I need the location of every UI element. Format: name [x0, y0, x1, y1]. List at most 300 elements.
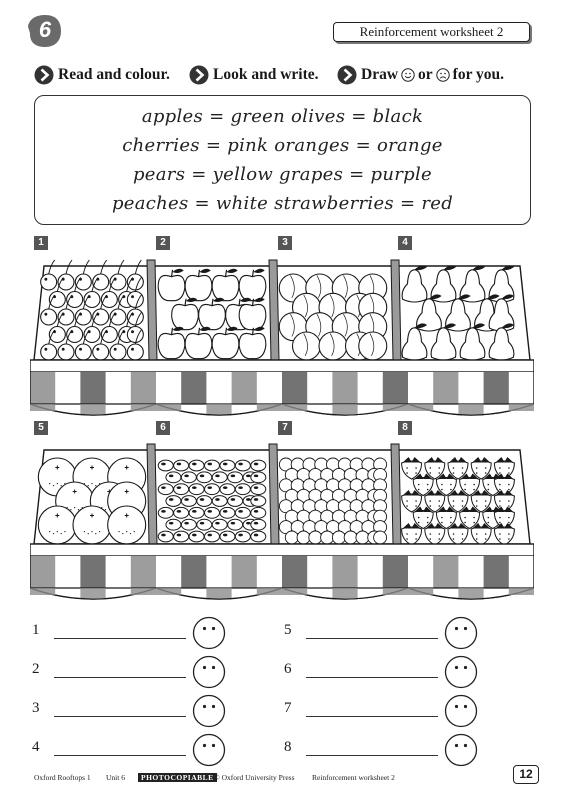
olive-shine — [192, 510, 197, 513]
strawberry-seed — [476, 472, 478, 474]
cherries-fruit — [41, 344, 57, 360]
olive-shine — [200, 474, 205, 477]
answer-row — [284, 733, 484, 767]
scallop-stripe — [282, 404, 307, 411]
awning-stripe — [232, 556, 257, 588]
awning-stripe — [433, 556, 458, 588]
apples-fruit — [185, 275, 212, 300]
olive-shine — [161, 463, 166, 466]
strawberry-seed — [453, 472, 455, 474]
grapes-pile — [279, 458, 386, 544]
olives-fruit — [174, 531, 189, 542]
answer-number: 2 — [32, 661, 40, 677]
orange-dimple — [49, 531, 50, 532]
olive-shine — [246, 522, 251, 525]
strawberry-seed — [499, 522, 501, 524]
apples-fruit — [199, 304, 226, 329]
answer-row — [32, 616, 232, 650]
apples-fruit — [212, 275, 239, 300]
olives-fruit — [235, 460, 250, 471]
orange-dimple — [95, 485, 96, 486]
strawberry-seed — [508, 517, 510, 519]
scallop-stripe — [80, 588, 105, 598]
unit-badge — [28, 14, 62, 48]
worksheet-title: Reinforcement worksheet 2 — [333, 22, 530, 42]
olives-fruit — [212, 519, 227, 530]
strawberry-seed — [499, 500, 501, 502]
instruction-draw — [337, 63, 504, 87]
strawberry-seed — [430, 505, 432, 507]
stall-number-tag: 3 — [278, 236, 292, 250]
olive-shine — [238, 534, 243, 537]
olive-shine — [208, 534, 213, 537]
strawberry-seed — [430, 533, 432, 535]
answer-number: 5 — [284, 622, 292, 638]
olive-shine — [254, 486, 258, 489]
cherry-shine — [96, 348, 99, 351]
orange-dimple — [57, 483, 58, 484]
apples-fruit — [239, 333, 266, 358]
strawberry-seed — [499, 467, 501, 469]
strawberry-seed — [415, 467, 417, 469]
instruction-read-text: Read and colour. — [58, 66, 170, 83]
answer-line[interactable] — [54, 716, 186, 717]
peaches-fruit — [293, 332, 321, 360]
strawberry-seed — [415, 472, 417, 474]
strawberry-seed — [485, 533, 487, 535]
strawberry-seed — [406, 467, 408, 469]
scallop-stripe — [408, 404, 433, 411]
olives-fruit — [189, 507, 204, 518]
olive-shine — [208, 463, 213, 466]
cherry-shine — [44, 278, 47, 281]
olive-shine — [161, 534, 166, 537]
instruction-draw-suffix: for you. — [452, 66, 505, 83]
orange-dimple — [130, 533, 131, 534]
strawberry-seed — [450, 517, 452, 519]
scallop-stripe — [458, 404, 483, 414]
strawberry-seed — [406, 472, 408, 474]
olive-shine — [200, 498, 205, 501]
olive-shine — [223, 463, 228, 466]
colour-key-line: cherries = pink oranges = orange — [122, 135, 443, 156]
strawberry-seed — [508, 505, 510, 507]
instruction-look-text: Look and write. — [213, 66, 319, 83]
orange-dimple — [49, 483, 50, 484]
answer-number: 8 — [284, 739, 292, 755]
apples-fruit — [239, 275, 266, 300]
olives-fruit — [197, 519, 212, 530]
olive-shine — [200, 522, 205, 525]
olive-shine — [177, 463, 182, 466]
olives-fruit — [158, 531, 173, 542]
scallop-stripe — [30, 588, 55, 595]
scallop-stripe — [383, 404, 408, 411]
cherry-shine — [114, 348, 117, 351]
cherries-fruit — [127, 327, 143, 343]
scallop-stripe — [257, 404, 282, 411]
fruit-stall-top — [30, 252, 534, 417]
olives-fruit — [197, 472, 212, 483]
scallop-stripe — [408, 588, 433, 595]
olives-fruit — [228, 519, 243, 530]
orange-dimple — [84, 531, 85, 532]
strawberry-seed — [439, 505, 441, 507]
olives-fruit — [251, 460, 266, 471]
olive-shine — [231, 498, 236, 501]
strawberry-seed — [499, 489, 501, 491]
strawberry-seed — [415, 538, 417, 540]
olives-fruit — [158, 507, 173, 518]
olives-fruit — [220, 507, 235, 518]
apples-fruit — [158, 333, 185, 358]
strawberry-seed — [430, 538, 432, 540]
orange-dimple — [91, 531, 92, 532]
strawberries-pile — [402, 457, 515, 545]
orange-dimple — [99, 531, 100, 532]
answer-row — [284, 616, 484, 650]
strawberry-seed — [406, 500, 408, 502]
smiley-face-icon — [401, 68, 415, 82]
strawberry-seed — [488, 484, 490, 486]
strawberry-seed — [499, 517, 501, 519]
strawberry-seed — [508, 467, 510, 469]
strawberry-seed — [476, 500, 478, 502]
awning-stripe — [30, 372, 55, 404]
answer-number: 4 — [32, 739, 40, 755]
stall-divider — [269, 260, 279, 360]
strawberry-seed — [439, 500, 441, 502]
grapes-fruit — [344, 531, 357, 544]
strawberry-seed — [439, 538, 441, 540]
olive-shine — [231, 474, 236, 477]
strawberry-seed — [462, 500, 464, 502]
strawberry-seed — [508, 472, 510, 474]
strawberry-seed — [418, 522, 420, 524]
olives-fruit — [251, 496, 266, 507]
orange-dimple — [53, 485, 54, 486]
orange-dimple — [61, 485, 62, 486]
olive-shine — [254, 522, 258, 525]
olive-shine — [169, 474, 174, 477]
grapes-fruit — [356, 531, 369, 544]
olives-fruit — [174, 460, 189, 471]
scallop-stripe — [206, 404, 231, 414]
chevron-right-circle-icon — [189, 65, 209, 85]
grapes-fruit — [321, 531, 334, 544]
stall-divider — [147, 444, 157, 544]
strawberry-seed — [488, 522, 490, 524]
strawberry-seed — [453, 467, 455, 469]
apples-fruit — [239, 304, 266, 329]
olive-shine — [246, 474, 251, 477]
olive-shine — [184, 522, 189, 525]
answer-number: 6 — [284, 661, 292, 677]
olives-fruit — [205, 460, 220, 471]
answer-line[interactable] — [306, 677, 438, 678]
awning-stripe — [383, 372, 408, 404]
apples-pile — [158, 269, 266, 359]
strawberry-seed — [441, 517, 443, 519]
awning-stripe — [30, 556, 55, 588]
strawberry-seed — [473, 489, 475, 491]
strawberry-seed — [430, 467, 432, 469]
olive-shine — [223, 486, 228, 489]
awning-stripe — [484, 556, 509, 588]
answer-line[interactable] — [54, 755, 186, 756]
orange-dimple — [105, 509, 106, 510]
strawberry-seed — [450, 484, 452, 486]
olive-shine — [192, 534, 197, 537]
scallop-stripe — [156, 588, 181, 595]
olives-fruit — [189, 484, 204, 495]
olive-shine — [169, 522, 174, 525]
strawberry-seed — [476, 533, 478, 535]
strawberry-seed — [462, 472, 464, 474]
olives-fruit — [220, 531, 235, 542]
answer-row — [32, 694, 232, 728]
stall-number-tag: 6 — [156, 421, 170, 435]
strawberry-seed — [476, 505, 478, 507]
orange-dimple — [74, 507, 75, 508]
strawberry-seed — [473, 517, 475, 519]
chevron-right-circle-icon — [337, 65, 357, 85]
sad-face-icon — [436, 68, 450, 82]
awning-stripe — [131, 556, 156, 588]
orange-dimple — [95, 533, 96, 534]
strawberry-seed — [462, 505, 464, 507]
blank-face-icon[interactable] — [192, 733, 226, 767]
strawberry-seed — [488, 489, 490, 491]
answer-line[interactable] — [306, 638, 438, 639]
awning-stripe — [80, 556, 105, 588]
olive-shine — [246, 498, 251, 501]
peaches-pile — [279, 274, 387, 360]
orange-dimple — [88, 533, 89, 534]
cherries-fruit — [58, 344, 74, 360]
olives-fruit — [228, 472, 243, 483]
olive-shine — [208, 486, 213, 489]
answer-line[interactable] — [306, 716, 438, 717]
awning-stripe — [332, 372, 357, 404]
olives-fruit — [189, 531, 204, 542]
answer-row — [32, 655, 232, 689]
strawberry-seed — [406, 505, 408, 507]
scallop-stripe — [332, 588, 357, 598]
awning-stripe — [383, 556, 408, 588]
answer-line[interactable] — [306, 755, 438, 756]
stall-divider — [391, 444, 401, 544]
strawberry-seed — [427, 517, 429, 519]
olives-fruit — [251, 531, 266, 542]
strawberry-seed — [485, 538, 487, 540]
oranges-fruit — [38, 506, 76, 544]
olives-fruit — [181, 472, 196, 483]
olive-shine — [177, 510, 182, 513]
olives-fruit — [251, 484, 266, 495]
apples-fruit — [212, 333, 239, 358]
answer-row — [284, 655, 484, 689]
photocopiable-badge: PHOTOCOPIABLE — [138, 773, 217, 782]
strawberry-seed — [430, 472, 432, 474]
olives-fruit — [174, 507, 189, 518]
strawberry-seed — [488, 517, 490, 519]
instruction-draw-or: or — [418, 66, 433, 83]
oranges-fruit — [108, 506, 146, 544]
scallop-stripe — [131, 404, 156, 411]
cherry-shine — [131, 330, 134, 333]
scallop-stripe — [131, 588, 156, 595]
orange-dimple — [91, 483, 92, 484]
olive-shine — [192, 486, 197, 489]
olive-shine — [215, 498, 220, 501]
colour-key-line: pears = yellow grapes = purple — [132, 164, 433, 185]
cherries-fruit — [75, 344, 91, 360]
strawberry-seed — [453, 533, 455, 535]
blank-face-icon[interactable] — [444, 655, 478, 689]
strawberry-seed — [508, 484, 510, 486]
strawberry-seed — [485, 467, 487, 469]
stall-number-tag: 1 — [34, 236, 48, 250]
peaches-fruit — [319, 332, 347, 360]
chevron-right-circle-icon — [34, 65, 54, 85]
olive-shine — [215, 474, 220, 477]
olive-shine — [184, 474, 189, 477]
stall-table-edge — [30, 360, 534, 372]
olive-shine — [184, 498, 189, 501]
olives-fruit — [251, 472, 266, 483]
orange-dimple — [53, 533, 54, 534]
apples-fruit — [185, 333, 212, 358]
scallop-stripe — [332, 404, 357, 414]
strawberry-seed — [406, 538, 408, 540]
strawberry-seed — [499, 533, 501, 535]
orange-dimple — [64, 531, 65, 532]
grapes-fruit — [309, 531, 322, 544]
blank-face-icon[interactable] — [444, 616, 478, 650]
awning-stripe — [282, 556, 307, 588]
footer-worksheet: Reinforcement worksheet 2 — [312, 773, 395, 782]
olive-shine — [238, 510, 243, 513]
blank-face-icon[interactable] — [192, 616, 226, 650]
strawberry-seed — [415, 500, 417, 502]
instruction-read — [34, 63, 170, 87]
olive-shine — [231, 522, 236, 525]
strawberry-seed — [508, 533, 510, 535]
footer-publisher: © Oxford University Press — [214, 773, 295, 782]
strawberry-seed — [485, 500, 487, 502]
stall-number-tag: 5 — [34, 421, 48, 435]
cherries-fruit — [110, 344, 126, 360]
olives-fruit — [181, 496, 196, 507]
strawberry-seed — [441, 484, 443, 486]
answer-line[interactable] — [54, 677, 186, 678]
scallop-stripe — [458, 588, 483, 598]
answer-row — [32, 733, 232, 767]
grapes-fruit — [285, 531, 298, 544]
instructions-bar — [34, 63, 534, 87]
strawberry-seed — [508, 489, 510, 491]
strawberry-seed — [485, 472, 487, 474]
strawberry-seed — [508, 522, 510, 524]
olive-shine — [208, 510, 213, 513]
stall-number-tag: 4 — [398, 236, 412, 250]
strawberry-seed — [462, 467, 464, 469]
strawberry-seed — [439, 467, 441, 469]
answer-line[interactable] — [54, 638, 186, 639]
olives-fruit — [251, 507, 266, 518]
awning-stripe — [181, 556, 206, 588]
strawberry-seed — [462, 533, 464, 535]
strawberry-seed — [464, 517, 466, 519]
olives-fruit — [235, 507, 250, 518]
peaches-fruit — [359, 332, 387, 360]
olives-fruit — [205, 507, 220, 518]
stall-number-tag: 2 — [156, 236, 170, 250]
page-number: 12 — [513, 765, 539, 784]
strawberry-seed — [453, 500, 455, 502]
answer-row — [284, 694, 484, 728]
scallop-stripe — [30, 404, 55, 411]
olive-shine — [254, 474, 258, 477]
strawberry-seed — [450, 522, 452, 524]
olives-fruit — [228, 496, 243, 507]
orange-dimple — [61, 533, 62, 534]
awning-stripe — [282, 372, 307, 404]
strawberry-seed — [441, 489, 443, 491]
strawberry-seed — [453, 505, 455, 507]
scallop-stripe — [509, 404, 534, 411]
olives-fruit — [158, 484, 173, 495]
blank-face-icon[interactable] — [192, 655, 226, 689]
stall-number-tag: 8 — [398, 421, 412, 435]
blank-face-icon[interactable] — [444, 733, 478, 767]
instruction-draw-prefix: Draw — [361, 66, 399, 83]
stall-number-tag: 7 — [278, 421, 292, 435]
grapes-fruit — [332, 531, 345, 544]
orange-dimple — [126, 531, 127, 532]
cherries-fruit — [93, 344, 109, 360]
apples-fruit — [158, 275, 185, 300]
orange-dimple — [122, 533, 123, 534]
blank-face-icon[interactable] — [444, 694, 478, 728]
olives-fruit — [166, 496, 181, 507]
cherries-fruit — [127, 292, 143, 308]
blank-face-icon[interactable] — [192, 694, 226, 728]
scallop-stripe — [282, 588, 307, 595]
scallop-stripe — [257, 588, 282, 595]
olives-fruit — [181, 519, 196, 530]
cherries-fruit — [41, 274, 57, 290]
orange-dimple — [70, 509, 71, 510]
strawberry-seed — [473, 484, 475, 486]
scallop-stripe — [509, 588, 534, 595]
olives-fruit — [205, 484, 220, 495]
oranges-fruit — [73, 506, 111, 544]
orange-dimple — [134, 531, 135, 532]
stall-divider — [269, 444, 279, 544]
strawberry-seed — [499, 484, 501, 486]
scallop-stripe — [80, 404, 105, 414]
strawberry-seed — [473, 522, 475, 524]
orange-dimple — [78, 509, 79, 510]
cherry-shine — [62, 348, 65, 351]
awning-stripe — [181, 372, 206, 404]
strawberry-seed — [499, 538, 501, 540]
strawberry-seed — [464, 489, 466, 491]
strawberry-seed — [430, 500, 432, 502]
olive-shine — [161, 486, 166, 489]
